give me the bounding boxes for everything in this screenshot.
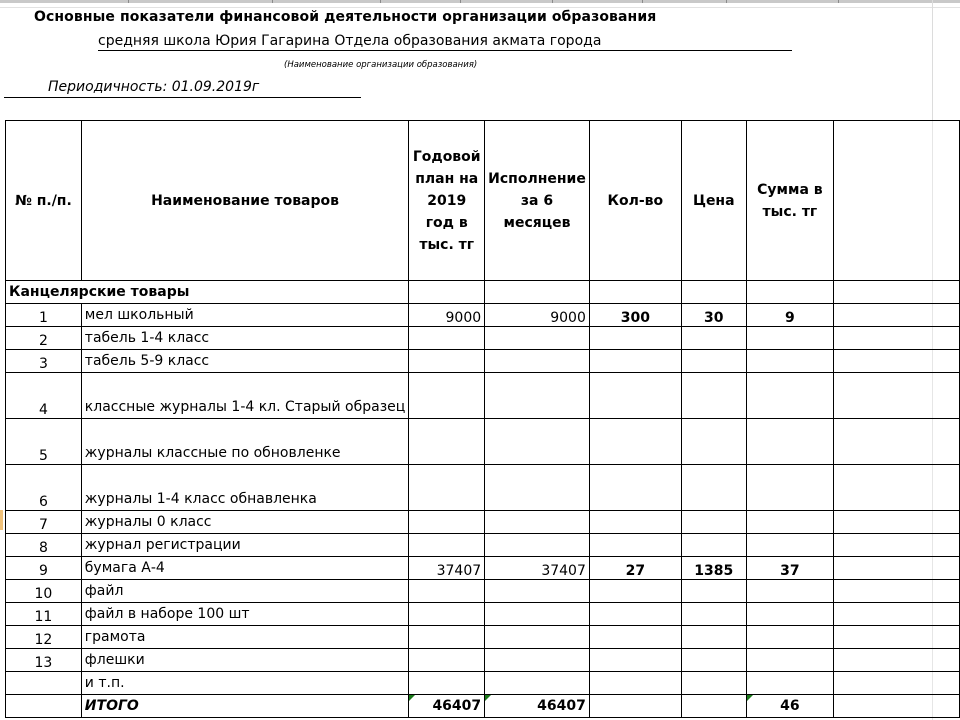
row-number[interactable]: 2 [6, 327, 82, 350]
plan-cell[interactable] [409, 511, 485, 534]
exec-cell[interactable] [485, 603, 590, 626]
row-number[interactable]: 12 [6, 626, 82, 649]
table-cell[interactable] [589, 695, 681, 718]
sum-cell[interactable] [746, 373, 833, 419]
row-number[interactable]: 5 [6, 419, 82, 465]
total-row [6, 695, 960, 718]
sum-cell[interactable] [746, 465, 833, 511]
row-number[interactable]: 3 [6, 350, 82, 373]
qty-cell[interactable] [589, 626, 681, 649]
row-number[interactable] [6, 672, 82, 695]
header-no: № п./п. [6, 121, 82, 281]
exec-cell[interactable]: 37407 [485, 557, 590, 580]
periodicity-underline [4, 97, 361, 98]
exec-cell[interactable] [485, 580, 590, 603]
price-cell[interactable] [681, 534, 746, 557]
plan-cell[interactable] [409, 465, 485, 511]
item-name[interactable]: классные журналы 1-4 кл. Старый образец [81, 373, 409, 419]
table-cell[interactable] [834, 350, 960, 373]
document-title: Основные показатели финансовой деятельности организации образования [34, 9, 657, 25]
item-name[interactable]: грамота [81, 626, 409, 649]
table-row [6, 557, 960, 580]
item-name[interactable]: журналы классные по обновленке [81, 419, 409, 465]
row-number[interactable]: 7 [6, 511, 82, 534]
price-cell[interactable] [681, 465, 746, 511]
exec-cell[interactable] [485, 373, 590, 419]
row-number[interactable]: 13 [6, 649, 82, 672]
table-cell[interactable] [681, 281, 746, 304]
plan-cell[interactable]: 37407 [409, 557, 485, 580]
organization-underline [98, 50, 792, 51]
table-cell[interactable] [834, 649, 960, 672]
exec-cell[interactable] [485, 465, 590, 511]
exec-cell[interactable] [485, 649, 590, 672]
table-row [6, 350, 960, 373]
financial-table [5, 120, 960, 718]
header-name: Наименование товаров [81, 121, 409, 281]
plan-cell[interactable]: 9000 [409, 304, 485, 327]
item-name[interactable]: флешки [81, 649, 409, 672]
table-cell[interactable] [834, 695, 960, 718]
table-cell[interactable] [834, 626, 960, 649]
table-cell[interactable] [834, 327, 960, 350]
exec-cell[interactable] [485, 327, 590, 350]
column-header-strip [0, 0, 960, 3]
price-cell[interactable] [681, 603, 746, 626]
table-cell[interactable] [485, 281, 590, 304]
item-name[interactable]: табель 5-9 класс [81, 350, 409, 373]
price-cell[interactable] [681, 511, 746, 534]
sum-cell[interactable] [746, 350, 833, 373]
qty-cell[interactable] [589, 373, 681, 419]
table-row [6, 373, 960, 419]
section-label: Канцелярские товары [6, 281, 409, 304]
header-row [6, 121, 960, 281]
table-cell[interactable] [834, 373, 960, 419]
qty-cell[interactable] [589, 534, 681, 557]
gridline [932, 0, 933, 120]
price-cell[interactable] [681, 350, 746, 373]
error-indicator-icon [409, 695, 415, 701]
row-number[interactable]: 9 [6, 557, 82, 580]
total-label[interactable]: ИТОГО [81, 695, 409, 718]
gridline [0, 7, 960, 8]
plan-cell[interactable] [409, 327, 485, 350]
exec-cell[interactable] [485, 672, 590, 695]
table-cell[interactable] [834, 603, 960, 626]
exec-cell[interactable] [485, 626, 590, 649]
sum-cell[interactable] [746, 419, 833, 465]
plan-cell[interactable] [409, 534, 485, 557]
table-row [6, 626, 960, 649]
table-cell[interactable] [834, 557, 960, 580]
table-row [6, 672, 960, 695]
price-cell[interactable]: 1385 [681, 557, 746, 580]
total-plan-value: 46407 [432, 698, 482, 714]
sum-cell[interactable]: 37 [746, 557, 833, 580]
sum-cell[interactable] [746, 327, 833, 350]
table-row [6, 465, 960, 511]
table-cell[interactable] [834, 672, 960, 695]
plan-cell[interactable] [409, 626, 485, 649]
row-number[interactable]: 11 [6, 603, 82, 626]
exec-cell[interactable] [485, 419, 590, 465]
table-row [6, 419, 960, 465]
exec-cell[interactable] [485, 350, 590, 373]
sum-cell[interactable] [746, 534, 833, 557]
item-name[interactable]: и т.п. [81, 672, 409, 695]
row-number[interactable]: 4 [6, 373, 82, 419]
plan-cell[interactable] [409, 649, 485, 672]
table-row [6, 603, 960, 626]
row-number[interactable]: 6 [6, 465, 82, 511]
header-qty: Кол-во [589, 121, 681, 281]
periodicity: Периодичность: 01.09.2019г [48, 79, 260, 95]
price-cell[interactable] [681, 626, 746, 649]
price-cell[interactable] [681, 373, 746, 419]
qty-cell[interactable] [589, 580, 681, 603]
total-exec-value: 46407 [537, 698, 586, 714]
total-sum-value: 46 [780, 698, 800, 714]
item-name[interactable]: табель 1-4 класс [81, 327, 409, 350]
item-name[interactable]: журналы 0 класс [81, 511, 409, 534]
plan-cell[interactable] [409, 373, 485, 419]
table-cell[interactable] [681, 695, 746, 718]
table-row [6, 327, 960, 350]
price-cell[interactable] [681, 580, 746, 603]
error-indicator-icon [485, 695, 491, 701]
table-cell[interactable] [834, 511, 960, 534]
table-cell[interactable] [834, 580, 960, 603]
selected-row-marker [0, 510, 3, 530]
sum-cell[interactable]: 9 [746, 304, 833, 327]
table-cell[interactable] [409, 281, 485, 304]
row-number[interactable]: 8 [6, 534, 82, 557]
plan-cell[interactable] [409, 419, 485, 465]
qty-cell[interactable] [589, 603, 681, 626]
row-number[interactable]: 1 [6, 304, 82, 327]
qty-cell[interactable]: 300 [589, 304, 681, 327]
table-cell[interactable] [746, 281, 833, 304]
table-cell[interactable] [589, 281, 681, 304]
error-indicator-icon [747, 695, 753, 701]
table-row [6, 580, 960, 603]
price-cell[interactable]: 30 [681, 304, 746, 327]
plan-cell[interactable] [409, 603, 485, 626]
qty-cell[interactable] [589, 649, 681, 672]
plan-cell[interactable] [409, 350, 485, 373]
price-cell[interactable] [681, 672, 746, 695]
row-number[interactable]: 10 [6, 580, 82, 603]
total-exec[interactable] [485, 695, 590, 718]
header-price: Цена [681, 121, 746, 281]
item-name[interactable]: бумага А-4 [81, 557, 409, 580]
sum-cell[interactable] [746, 649, 833, 672]
table-cell[interactable] [834, 281, 960, 304]
qty-cell[interactable] [589, 350, 681, 373]
organization-name: средняя школа Юрия Гагарина Отдела образования акмата города [98, 33, 602, 49]
table-cell[interactable] [834, 304, 960, 327]
exec-cell[interactable] [485, 511, 590, 534]
exec-cell[interactable] [485, 534, 590, 557]
price-cell[interactable] [681, 327, 746, 350]
table-row [6, 304, 960, 327]
qty-cell[interactable] [589, 419, 681, 465]
table-row [6, 534, 960, 557]
sum-cell[interactable] [746, 603, 833, 626]
total-plan[interactable] [409, 695, 485, 718]
price-cell[interactable] [681, 649, 746, 672]
qty-cell[interactable] [589, 511, 681, 534]
sum-cell[interactable] [746, 626, 833, 649]
plan-cell[interactable] [409, 580, 485, 603]
qty-cell[interactable] [589, 465, 681, 511]
header-exec: Исполнение за 6 месяцев [485, 121, 590, 281]
qty-cell[interactable] [589, 672, 681, 695]
table-row [6, 649, 960, 672]
header-extra [834, 121, 960, 281]
table-cell[interactable] [6, 695, 82, 718]
table-row [6, 511, 960, 534]
table-cell[interactable] [834, 419, 960, 465]
item-name[interactable]: журнал регистрации [81, 534, 409, 557]
total-sum[interactable] [746, 695, 833, 718]
header-sum: Сумма в тыс. тг [746, 121, 833, 281]
qty-cell[interactable]: 27 [589, 557, 681, 580]
header-plan: Годовой план на 2019 год в тыс. тг [409, 121, 485, 281]
sum-cell[interactable] [746, 511, 833, 534]
section-row [6, 281, 960, 304]
sum-cell[interactable] [746, 672, 833, 695]
exec-cell[interactable]: 9000 [485, 304, 590, 327]
table-cell[interactable] [834, 465, 960, 511]
sum-cell[interactable] [746, 580, 833, 603]
price-cell[interactable] [681, 419, 746, 465]
table-cell[interactable] [834, 534, 960, 557]
item-name[interactable]: файл в наборе 100 шт [81, 603, 409, 626]
item-name[interactable]: файл [81, 580, 409, 603]
qty-cell[interactable] [589, 327, 681, 350]
item-name[interactable]: журналы 1-4 класс обнавленка [81, 465, 409, 511]
organization-caption: (Наименование организации образования) [284, 60, 478, 70]
plan-cell[interactable] [409, 672, 485, 695]
item-name[interactable]: мел школьный [81, 304, 409, 327]
